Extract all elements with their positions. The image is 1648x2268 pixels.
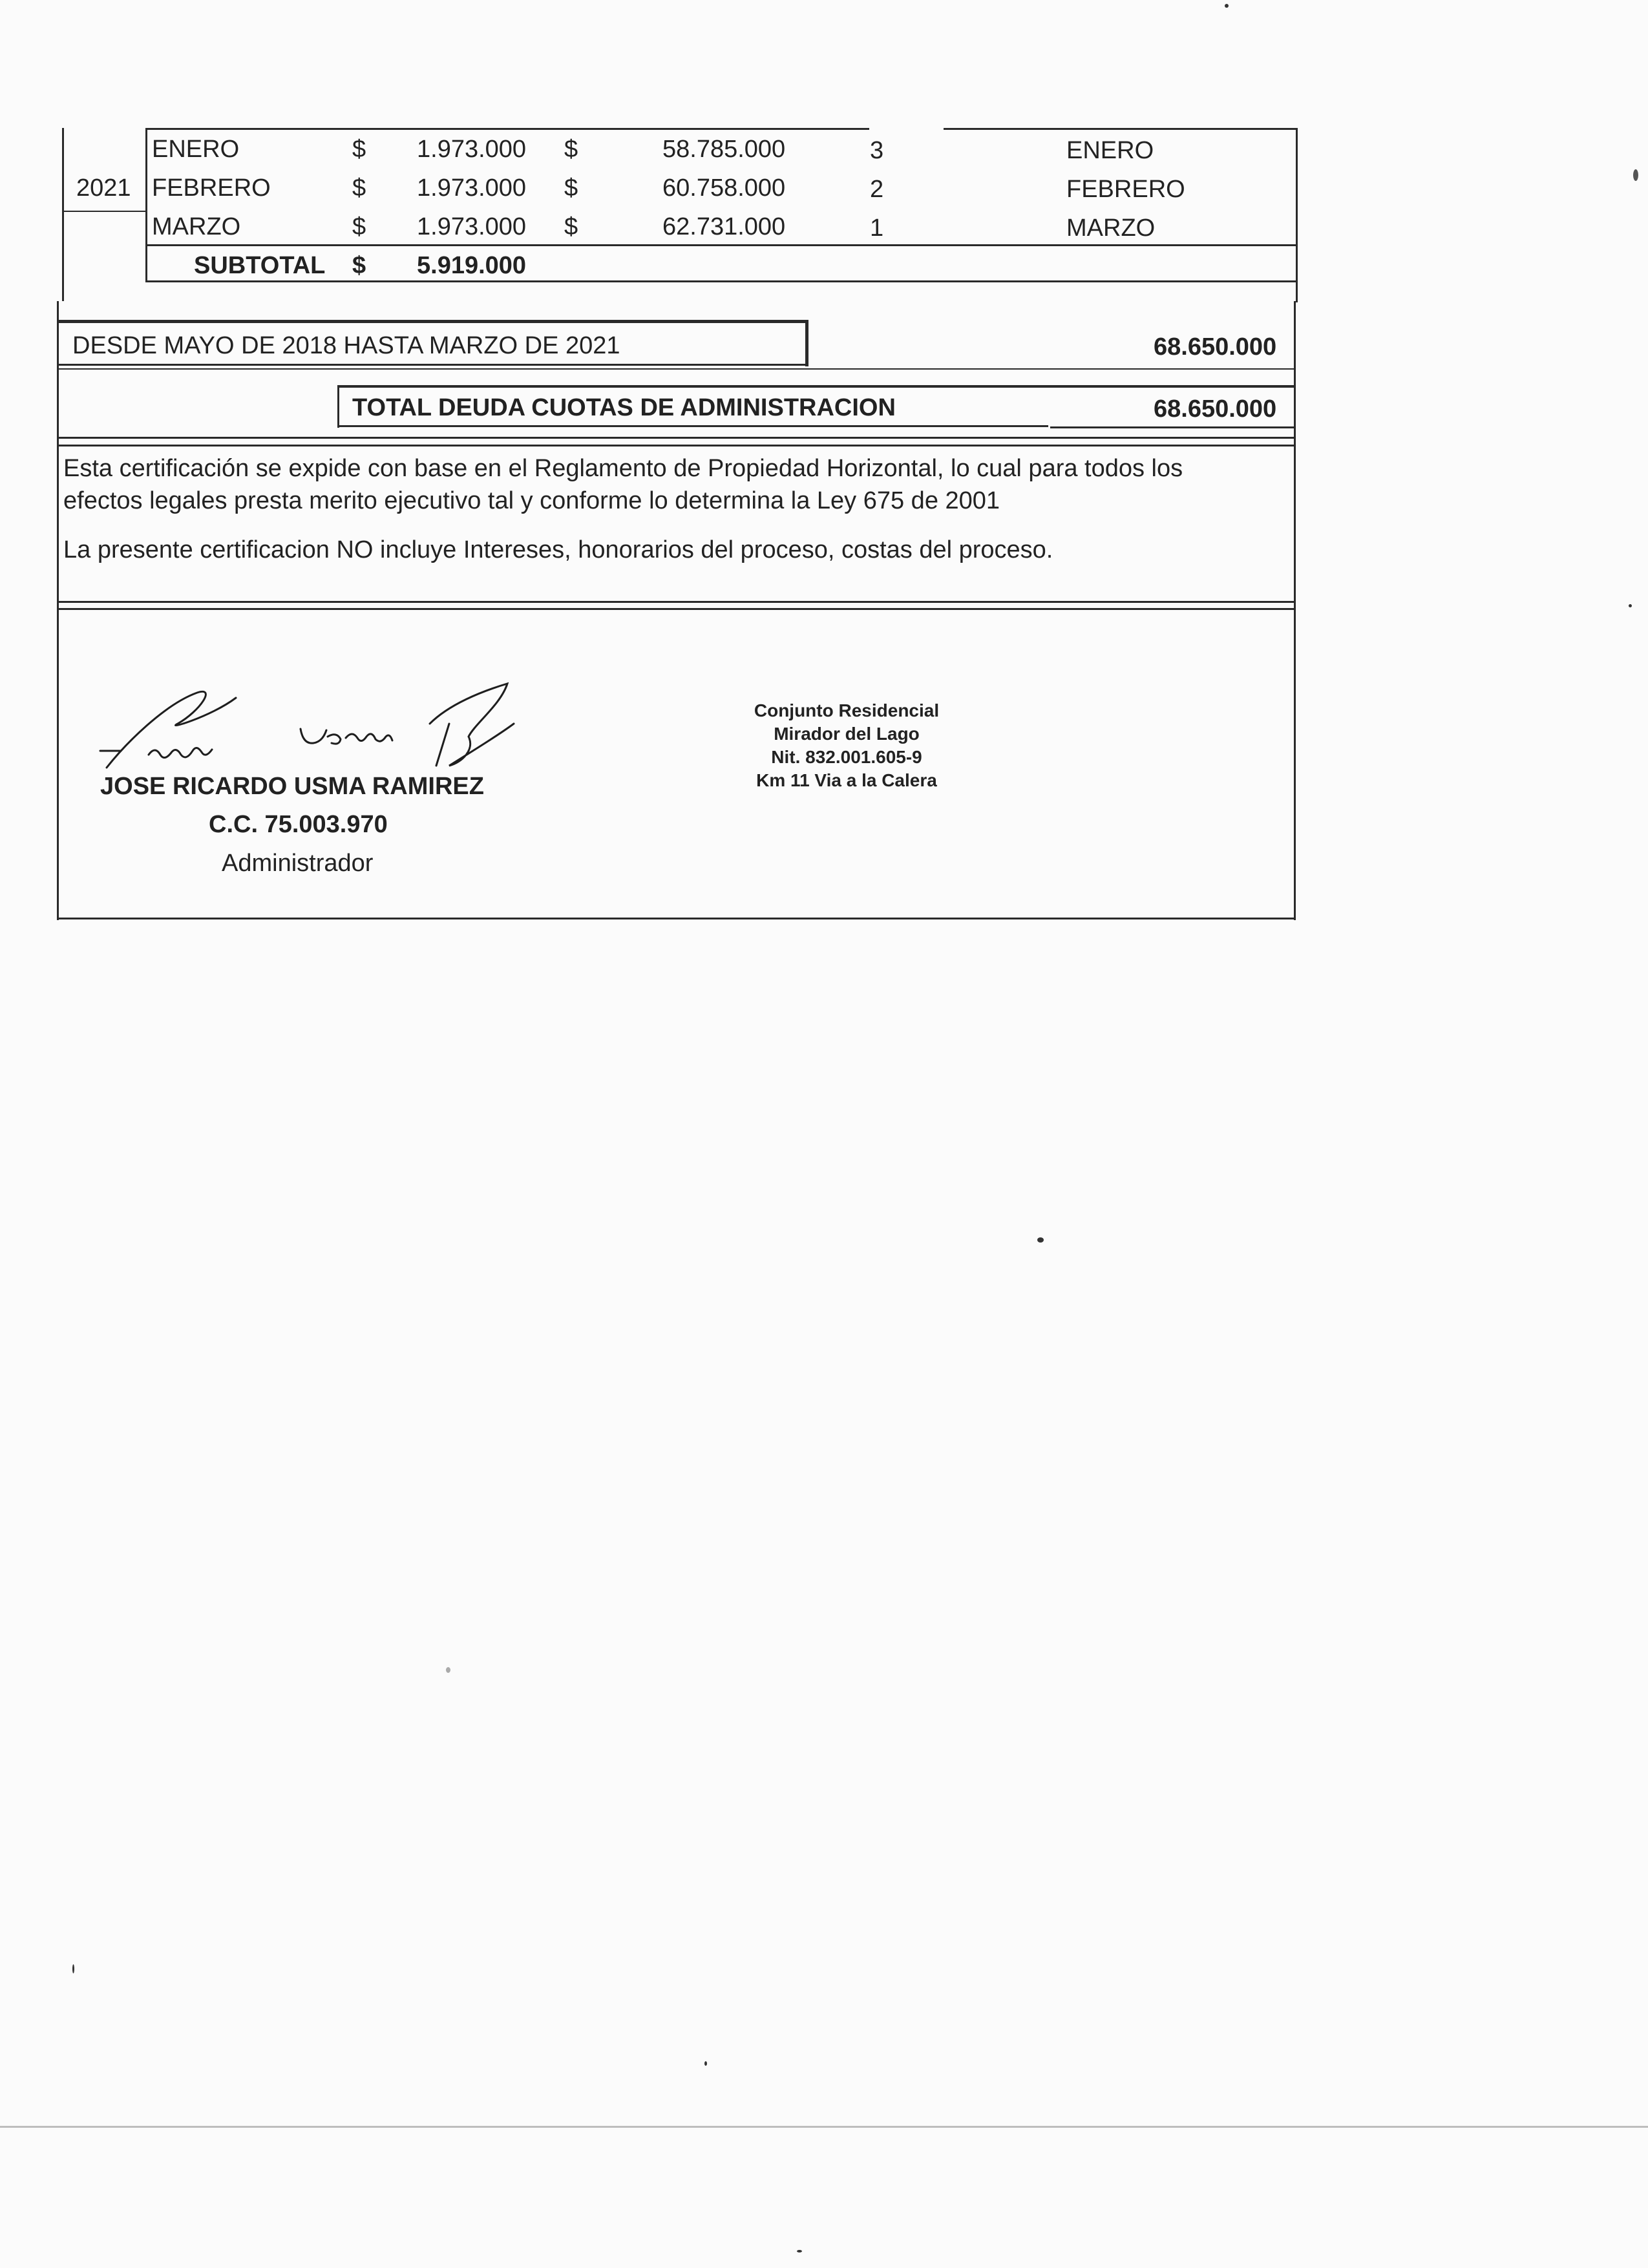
- total-value: 68.650.000: [1154, 395, 1277, 423]
- accumulated-cell: 62.731.000: [662, 213, 786, 240]
- signatory-name: JOSE RICARDO USMA RAMIREZ: [100, 773, 484, 800]
- exclusion-note: La presente certificacion NO incluye Intereses, honorarios del proceso, costas del proceso.: [63, 536, 1053, 563]
- stamp-line-4: Km 11 Via a la Calera: [756, 770, 937, 790]
- scan-speck: [1629, 604, 1632, 607]
- currency-cell: $: [352, 174, 366, 202]
- amount-cell: 1.973.000: [417, 213, 527, 240]
- currency-cell: $: [352, 213, 366, 240]
- scan-speck: [446, 1667, 450, 1673]
- amount-cell: 1.973.000: [417, 136, 527, 163]
- currency-cell: $: [564, 136, 578, 163]
- count-cell: 1: [870, 215, 884, 242]
- currency-cell: $: [564, 174, 578, 202]
- scan-speck: [797, 2250, 802, 2252]
- count-cell: 3: [870, 137, 884, 164]
- period-value: 68.650.000: [1154, 333, 1277, 361]
- signature-image: [87, 678, 527, 775]
- scan-speck: [1037, 1237, 1044, 1243]
- scan-speck: [1633, 169, 1638, 181]
- subtotal-currency: $: [352, 252, 366, 279]
- signatory-id: C.C. 75.003.970: [209, 811, 388, 838]
- accumulated-cell: 60.758.000: [662, 174, 786, 202]
- subtotal-value: 5.919.000: [417, 252, 527, 279]
- scan-speck: [1225, 4, 1229, 8]
- total-label: TOTAL DEUDA CUOTAS DE ADMINISTRACION: [352, 394, 896, 421]
- month-cell: ENERO: [152, 136, 240, 163]
- stamp-line-2: Mirador del Lago: [774, 724, 920, 744]
- amount-cell: 1.973.000: [417, 174, 527, 202]
- month-ref-cell: ENERO: [1066, 137, 1154, 164]
- signatory-role: Administrador: [222, 850, 374, 877]
- scan-speck: [72, 1964, 74, 1973]
- legal-note-line-2: efectos legales presta merito ejecutivo tal y conforme lo determina la Ley 675 de 2001: [63, 487, 1000, 514]
- stamp-line-3: Nit. 832.001.605-9: [771, 747, 922, 767]
- scan-speck: [704, 2061, 707, 2066]
- subtotal-label: SUBTOTAL: [194, 252, 326, 279]
- month-cell: MARZO: [152, 213, 241, 240]
- scan-edge-line: [0, 2126, 1648, 2128]
- currency-cell: $: [564, 213, 578, 240]
- month-ref-cell: FEBRERO: [1066, 176, 1185, 203]
- month-ref-cell: MARZO: [1066, 215, 1156, 242]
- accumulated-cell: 58.785.000: [662, 136, 786, 163]
- stamp-line-1: Conjunto Residencial: [754, 700, 940, 720]
- currency-cell: $: [352, 136, 366, 163]
- legal-note-line-1: Esta certificación se expide con base en el Reglamento de Propiedad Horizontal, lo cual para todos los: [63, 455, 1183, 482]
- organization-stamp: [692, 699, 1002, 792]
- year-cell: 2021: [76, 174, 131, 202]
- period-label: DESDE MAYO DE 2018 HASTA MARZO DE 2021: [72, 332, 620, 359]
- month-cell: FEBRERO: [152, 174, 271, 202]
- count-cell: 2: [870, 176, 884, 203]
